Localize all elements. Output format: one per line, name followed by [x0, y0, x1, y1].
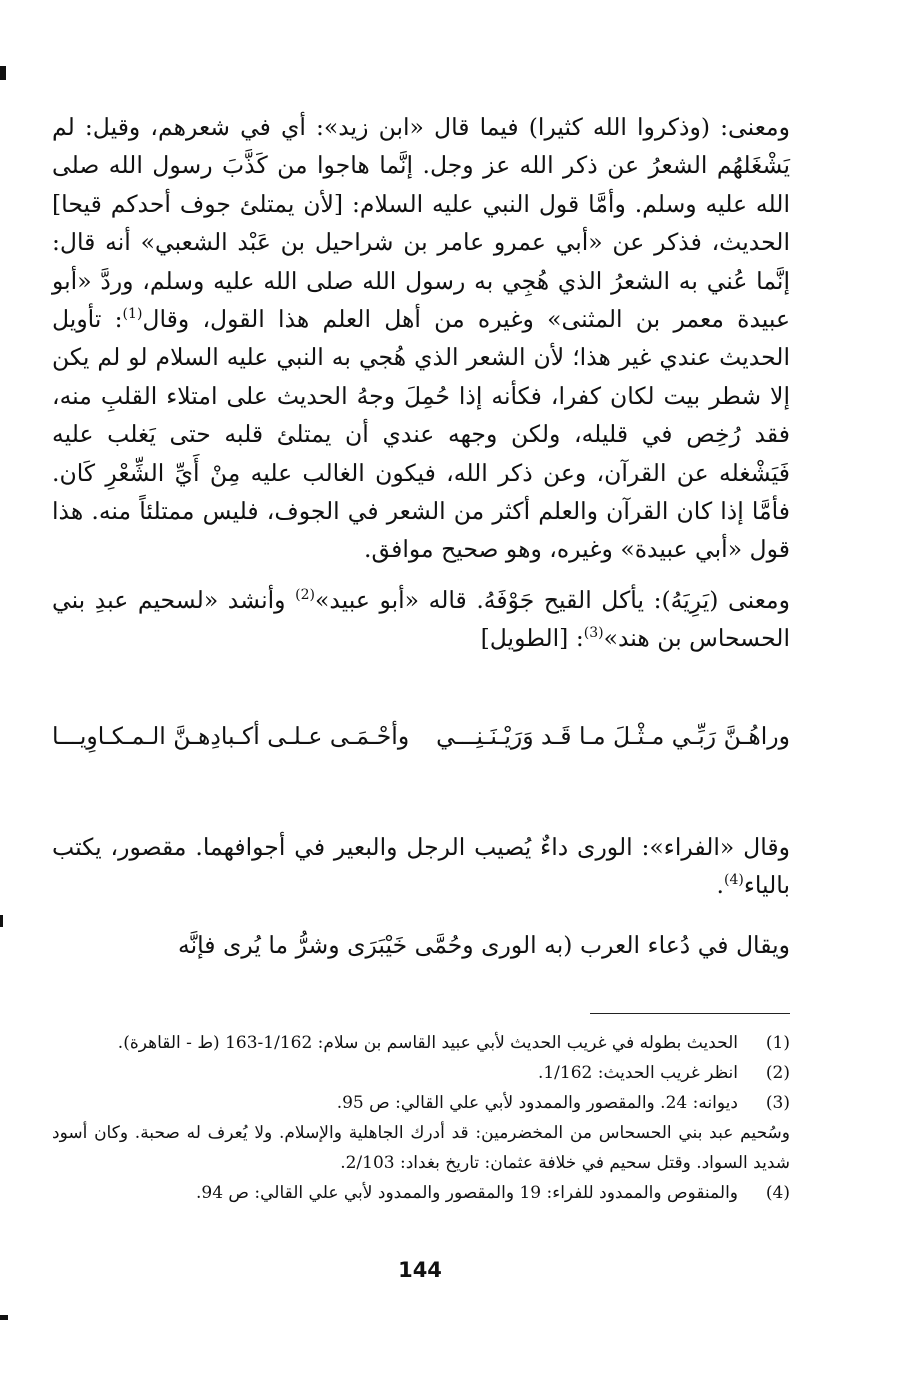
footnote-text: ديوانه: 24. والمقصور والممدود لأبي علي القالي: ص 95.	[336, 1093, 738, 1113]
footnote-number: (1)	[765, 1033, 790, 1053]
verse-first-hemistich: وراهُـنَّ رَبِّـي مـثْـلَ مـا قَـد وَرَيْـنَـنِـــي	[436, 722, 790, 750]
main-text-continued	[52, 828, 790, 905]
footnote-3	[52, 1088, 790, 1118]
footnote-2	[52, 1058, 790, 1088]
paragraph-1-text-a: ومعنى: (وذكروا الله كثيرا) فيما قال «ابن زيد»: أي في شعرهم، وقيل: لم يَشْغَلهُم الشعرُ عن ذكر الله عز وجل. إنَّما هاجوا من كَذَّبَ رسول الله صلى الله عليه وسلم. وأمَّا قول النبي عليه السلام: [لأن يمتلئ جوف أحدكم قيحا] الحديث، فذكر عن «أبي عمرو عامر بن شراحيل بن عَبْد الشعبي» أنه قال: إنَّما عُني به الشعرُ الذي هُجِي به رسول الله صلى الله عليه وسلم، وردَّ «أبو عبيدة معمر بن المثنى» وغيره من أهل العلم هذا القول، وقال	[52, 113, 790, 334]
footnote-number: (2)	[765, 1063, 790, 1083]
footnote-text: والمنقوص والممدود للفراء: 19 والمقصور والممدود لأبي علي القالي: ص 94.	[195, 1183, 738, 1203]
paragraph-2-text-b: وأنشد «لسحيم عبدِ بني الحسحاس بن هند»	[52, 585, 790, 653]
footnote-number: (4)	[765, 1183, 790, 1203]
paragraph-2	[52, 581, 790, 658]
footnote-separator	[590, 1013, 790, 1014]
paragraph-1-text-b: : تأويل الحديث عندي غير هذا؛ لأن الشعر الذي هُجي به النبي عليه السلام لو لم يكن إلا شطر بيت لكان كفرا، فكأنه إذا حُمِلَ وجهُ الحديث على امتلاء القلبِ منه، فقد رُخِص في قليله، ولكن وجهه عندي أن يمتلئ قلبه حتى يَغلب عليه فَيَشْغله عن القرآن، وعن ذكر الله، فيكون الغالب عليه مِنْ أَيِّ الشِّعْرِ كَان. فأمَّا إذا كان القرآن والعلم أكثر من الشعر في الجوف، فليس ممتلئاً منه. هذا قول «أبي عبيدة» وغيره، وهو صحيح موافق.	[52, 305, 790, 564]
paragraph-3-text-a: وقال «الفراء»: الورى داءٌ يُصيب الرجل والبعير في أجوافهما. مقصور، يكتب بالياء	[52, 833, 790, 900]
footnote-number: (3)	[765, 1093, 790, 1113]
paragraph-2-text-a: ومعنى (يَرِيَهُ): يأكل القيح جَوْفَهُ. قاله «أبو عبيد»	[314, 585, 790, 614]
footnote-1	[52, 1028, 790, 1058]
footnote-ref-2: (2)	[295, 587, 315, 604]
scan-mark	[0, 1315, 8, 1320]
footnote-ref-1: (1)	[122, 306, 143, 323]
paragraph-3-text-b: .	[716, 871, 724, 900]
footnote-ref-4: (4)	[723, 872, 744, 889]
footnote-text: الحديث بطوله في غريب الحديث لأبي عبيد القاسم بن سلام: 1/162-163 (ط - القاهرة).	[117, 1033, 738, 1053]
footnotes	[52, 1028, 790, 1208]
paragraph-3	[52, 828, 790, 905]
main-text	[52, 108, 790, 662]
footnote-text: انظر غريب الحديث: 1/162.	[537, 1063, 738, 1083]
footnote-3-continuation: وسُحيم عبد بني الحسحاس من المخضرمين: قد أدرك الجاهلية والإسلام. ولا يُعرف له صحبة. وكان أسود شديد السواد. وقتل سحيم في خلافة عثمان: تاريخ بغداد: 2/103.	[52, 1123, 790, 1173]
scan-mark	[0, 915, 3, 927]
footnote-4	[52, 1178, 790, 1208]
paragraph-2-text-c: : [الطويل]	[480, 624, 584, 653]
scan-mark	[0, 66, 6, 80]
footnote-ref-3: (3)	[583, 625, 604, 642]
saying-line: ويقال في دُعاء العرب (به الورى وحُمَّى خَيْبَرَى وشرُّ ما يُرى فإنَّه	[178, 931, 790, 959]
poetry-verse	[52, 716, 790, 756]
paragraph-1	[52, 108, 790, 569]
page-number: 144	[398, 1258, 442, 1282]
verse-second-hemistich: وأحْـمَـى عـلـى أكـبادِهـنَّ الـمـكـاوِيـــا	[52, 722, 410, 750]
